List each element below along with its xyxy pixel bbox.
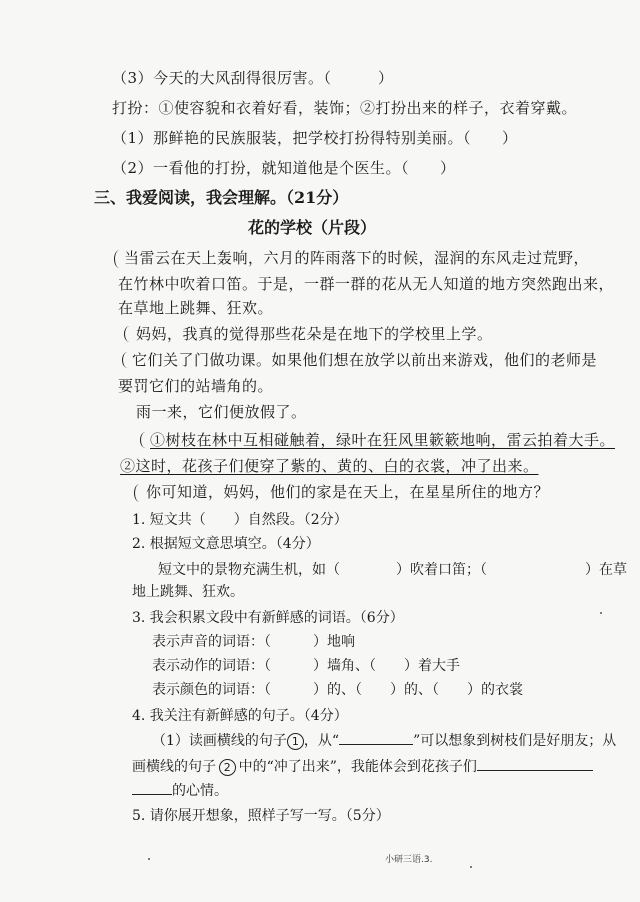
question-4-part-2	[132, 756, 593, 777]
passage-line: 要罚它们的站墙角的。	[118, 377, 274, 395]
circle-number: 1	[287, 733, 304, 750]
passage-line: 在竹林中吹着口笛。于是，一群一群的花从无人知道的地方突然跑出来，	[118, 275, 615, 293]
passage-line: 在草地上跳舞、狂欢。	[118, 299, 274, 317]
answer-blank[interactable]	[132, 780, 172, 795]
page-footer: 小研三语.3.	[385, 855, 433, 865]
question-2: 2. 根据短文意思填空。（4分）	[132, 536, 320, 552]
question-4-part-1	[152, 730, 616, 751]
pen-mark	[114, 250, 125, 268]
question-4-part-3	[132, 780, 228, 801]
question-3-action: 表示动作的词语：（ ）墙角、（ ）着大手	[152, 658, 460, 674]
section-heading: 三、我爱阅读，我会理解。（21分）	[94, 188, 349, 207]
passage-line: 你可知道，妈妈，他们的家是在天上，在星星所住的地方？	[146, 483, 550, 501]
passage-line: 当雷云在天上轰响，六月的阵雨落下的时候，湿润的东风走过荒野，	[124, 249, 590, 267]
pen-mark	[124, 326, 135, 342]
q4-text: ，从“	[303, 733, 340, 749]
speck	[600, 612, 602, 614]
answer-blank[interactable]	[477, 756, 593, 771]
circle-number: 2	[219, 759, 236, 776]
q4-text: ”可以想象到树枝们是好朋友；从	[413, 733, 617, 749]
passage-line: 它们关了门做功课。如果他们想在放学以前出来游戏，他们的老师是	[132, 351, 598, 369]
answer-blank[interactable]	[339, 730, 413, 745]
passage-line: 妈妈，我真的觉得那些花朵是在地下的学校里上学。	[136, 325, 493, 343]
pen-mark	[134, 484, 145, 502]
question-2-fill-a: 短文中的景物充满生机，如（ ）吹着口笛；（ ）在草	[158, 562, 627, 578]
passage-title: 花的学校（片段）	[248, 218, 377, 237]
q4-text: 的心情。	[172, 783, 228, 799]
question-3-color: 表示颜色的词语：（ ）的、（ ）的、（ ）的衣裳	[152, 682, 523, 698]
pen-mark	[122, 352, 133, 368]
underlined-sentence-2: ②这时，花孩子们便穿了紫的、黄的、白的衣裳，冲了出来。	[120, 457, 539, 475]
speck	[148, 858, 150, 860]
daban-sentence-2: （2）一看他的打扮，就知道他是个医生。（ ）	[112, 159, 456, 177]
daban-definition: 打扮：①使容貌和衣着好看，装饰；②打扮出来的样子，衣着穿戴。	[112, 99, 578, 117]
q4-text: 中的“冲了出来”，我能体会到花孩子们	[238, 759, 477, 775]
question-2-fill-b: 地上跳舞、狂欢。	[132, 584, 244, 600]
question-4: 4. 我关注有新鲜感的句子。（4分）	[132, 708, 348, 724]
speck	[470, 866, 472, 868]
pen-mark	[140, 432, 151, 448]
question-line-3: （3）今天的大风刮得很厉害。（ ）	[112, 69, 394, 87]
passage-line: 雨一来，它们便放假了。	[136, 403, 307, 421]
daban-sentence-1: （1）那鲜艳的民族服装，把学校打扮得特别美丽。（ ）	[112, 129, 518, 147]
q4-text: （1）读画横线的句子	[152, 733, 287, 749]
question-3: 3. 我会积累文段中有新鲜感的词语。（6分）	[132, 610, 404, 626]
question-1: 1. 短文共（ ）自然段。（2分）	[132, 512, 348, 528]
question-3-sound: 表示声音的词语：（ ）地响	[152, 634, 355, 650]
question-5: 5. 请你展开想象，照样子写一写。（5分）	[132, 808, 390, 824]
q4-text: 画横线的句子	[132, 759, 216, 775]
underlined-sentence-1: ①树枝在林中互相碰触着，绿叶在狂风里簌簌地响，雷云拍着大手。	[150, 431, 616, 449]
